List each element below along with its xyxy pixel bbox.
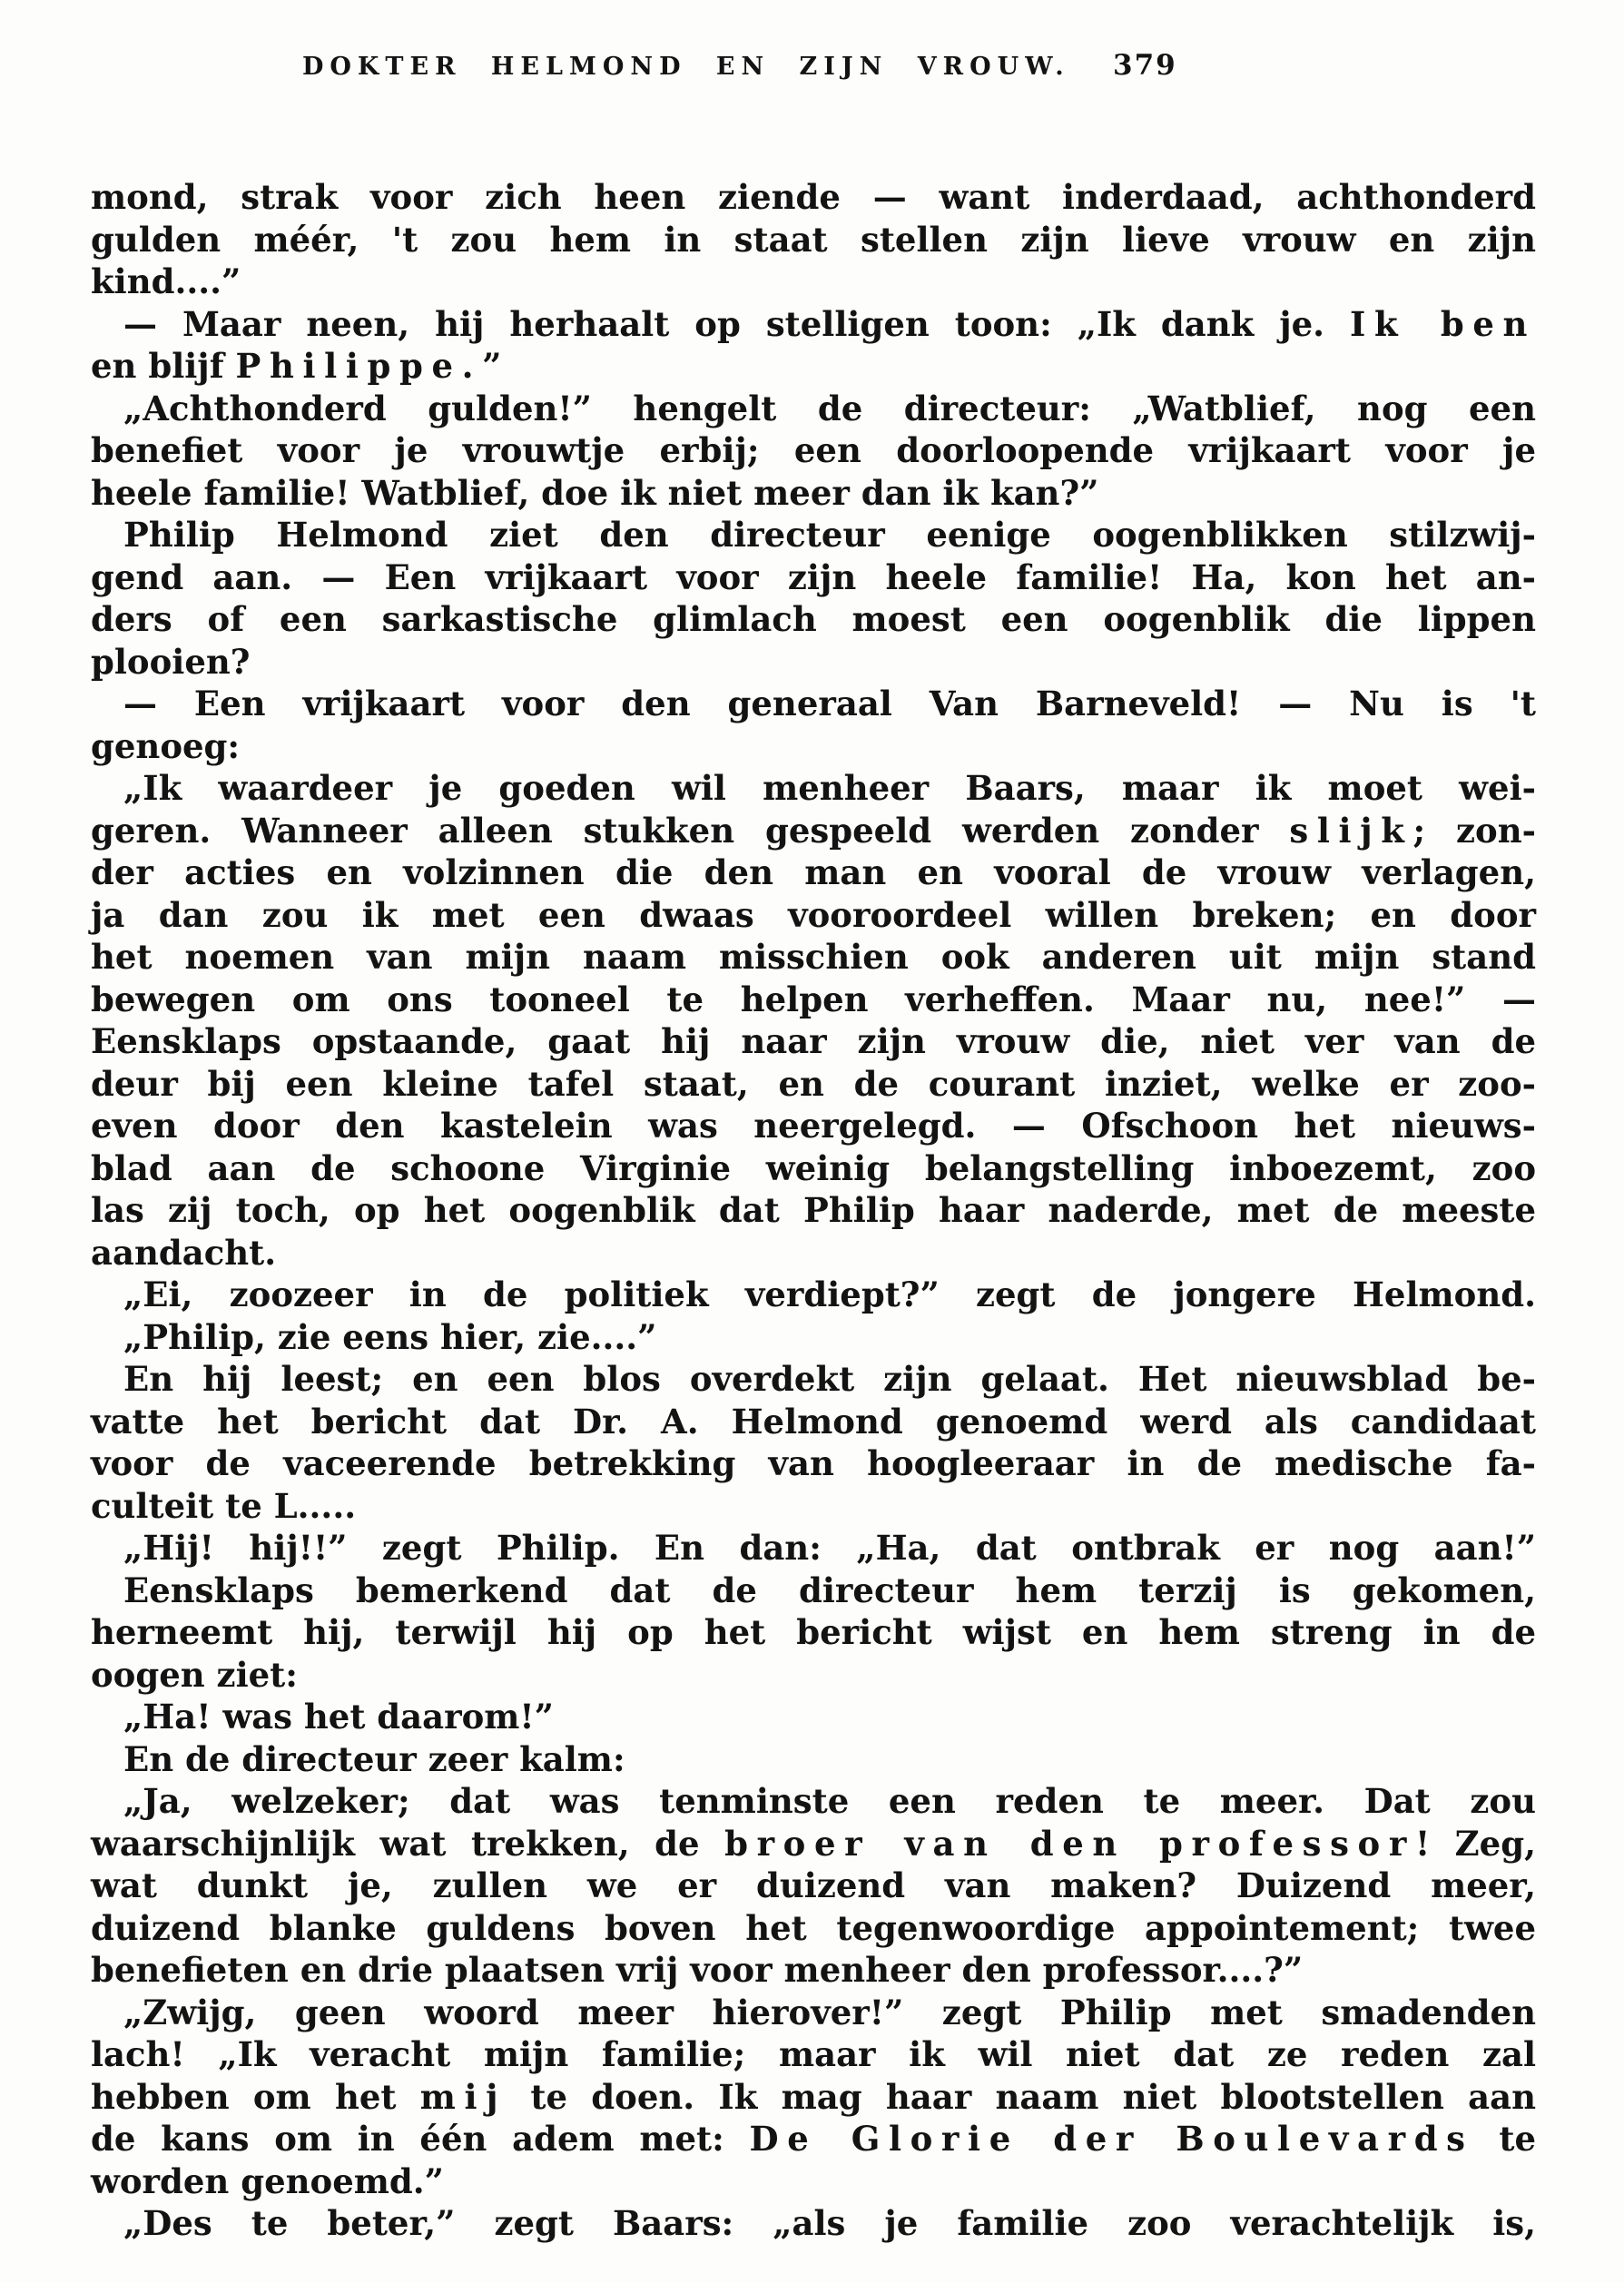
text-line: culteit te L..... — [91, 1485, 357, 1526]
text-line: benefiet voor je vrouwtje erbij; een doorloopende vrijkaart voor je — [91, 430, 1536, 470]
text-line: „Ha! was het daarom!” — [123, 1697, 554, 1737]
running-title: DOKTER HELMOND EN ZIJN VROUW. — [302, 53, 1070, 81]
text-line: de kans om in één adem met: De Glorie der Boulevards te — [91, 2119, 1536, 2159]
text-line: deur bij een kleine tafel staat, en de courant inziet, welke er zoo- — [91, 1063, 1536, 1104]
letterspaced-text: Philippe. — [235, 346, 483, 386]
letterspaced-text: Ik ben — [1350, 303, 1536, 344]
letterspaced-text: mij — [419, 2076, 507, 2117]
text-line: blad aan de schoone Virginie weinig belangstelling inboezemt, zoo — [91, 1147, 1536, 1188]
running-header — [0, 49, 1624, 85]
text-line: ders of een sarkastische glimlach moest een oogenblik die lippen — [91, 599, 1536, 639]
text-line: herneemt hij, terwijl hij op het bericht wijst en hem streng in de — [91, 1612, 1536, 1652]
page-number: 379 — [1113, 49, 1177, 82]
text-line: gend aan. — Een vrijkaart voor zijn heele familie! Ha, kon het an- — [91, 556, 1536, 597]
text-line: „Ik waardeer je goeden wil menheer Baars, maar ik moet wei- — [123, 768, 1536, 808]
text-line: oogen ziet: — [91, 1654, 298, 1695]
text-line: wat dunkt je, zullen we er duizend van maken? Duizend meer, — [91, 1865, 1536, 1905]
text-line: „Philip, zie eens hier, zie....” — [123, 1316, 657, 1357]
text-line: gulden méér, 't zou hem in staat stellen zijn lieve vrouw en zijn — [91, 219, 1536, 260]
text-line: las zij toch, op het oogenblik dat Philip haar naderde, met de meeste — [91, 1190, 1536, 1230]
text-line: „Achthonderd gulden!” hengelt de directeur: „Watblief, nog een — [123, 388, 1536, 428]
text-line: — Een vrijkaart voor den generaal Van Barneveld! — Nu is 't — [123, 684, 1536, 723]
text-line: kind....” — [91, 261, 241, 301]
text-line: „Des te beter,” zegt Baars: „als je familie zoo verachtelijk is, — [123, 2203, 1536, 2243]
text-line: waarschijnlijk wat trekken, de broer van den professor! Zeg, — [91, 1823, 1536, 1864]
text-line: Eensklaps bemerkend dat de directeur hem terzij is gekomen, — [123, 1570, 1536, 1610]
text-line: En de directeur zeer kalm: — [123, 1738, 625, 1779]
text-line: even door den kastelein was neergelegd. — Ofschoon het nieuws- — [91, 1106, 1536, 1146]
text-line: en blijf Philippe.” — [91, 346, 502, 386]
text-line: worden genoemd.” — [91, 2160, 444, 2201]
text-line: mond, strak voor zich heen ziende — want inderdaad, achthonderd — [91, 177, 1536, 217]
text-line: duizend blanke guldens boven het tegenwoordige appointement; twee — [91, 1907, 1536, 1948]
text-line: aandacht. — [91, 1232, 277, 1273]
body-text — [91, 176, 1536, 2245]
text-line: hebben om het mij te doen. Ik mag haar naam niet blootstellen aan — [91, 2076, 1537, 2117]
text-line: bewegen om ons tooneel te helpen verheffen. Maar nu, nee!” — — [91, 979, 1536, 1019]
text-line: „Hij! hij!!” zegt Philip. En dan: „Ha, dat ontbrak er nog aan!” — [123, 1528, 1536, 1568]
text-line: voor de vaceerende betrekking van hoogleeraar in de medische fa- — [91, 1443, 1536, 1483]
text-line: het noemen van mijn naam misschien ook anderen uit mijn stand — [91, 937, 1536, 977]
text-line: lach! „Ik veracht mijn familie; maar ik wil niet dat ze reden zal — [91, 2034, 1536, 2074]
text-line: heele familie! Watblief, doe ik niet meer dan ik kan?” — [91, 472, 1099, 513]
text-line: Eensklaps opstaande, gaat hij naar zijn vrouw die, niet ver van de — [91, 1021, 1536, 1061]
text-line: geren. Wanneer alleen stukken gespeeld werden zonder slijk; zon- — [91, 810, 1536, 851]
text-line: genoeg: — [91, 725, 241, 766]
text-line: der acties en volzinnen die den man en vooral de vrouw verlagen, — [91, 852, 1536, 892]
text-line: benefieten en drie plaatsen vrij voor menheer den professor....?” — [91, 1950, 1304, 1990]
letterspaced-text: slijk — [1289, 810, 1413, 851]
text-line: vatte het bericht dat Dr. A. Helmond genoemd werd als candidaat — [91, 1401, 1536, 1442]
text-line: — Maar neen, hij herhaalt op stelligen toon: „Ik dank je. Ik ben — [123, 303, 1536, 344]
letterspaced-text: broer van den professor — [724, 1823, 1415, 1864]
text-line: ja dan zou ik met een dwaas vooroordeel willen breken; en door — [91, 894, 1536, 935]
text-line: En hij leest; en een blos overdekt zijn gelaat. Het nieuwsblad be- — [123, 1359, 1536, 1399]
text-line: plooien? — [91, 641, 251, 682]
text-line: „Ja, welzeker; dat was tenminste een reden te meer. Dat zou — [123, 1781, 1536, 1821]
text-line: „Zwijg, geen woord meer hierover!” zegt Philip met smadenden — [123, 1992, 1536, 2032]
letterspaced-text: De Glorie der Boulevards — [749, 2119, 1474, 2159]
text-line: Philip Helmond ziet den directeur eenige oogenblikken stilzwij- — [123, 515, 1536, 555]
text-line: „Ei, zoozeer in de politiek verdiept?” zegt de jongere Helmond. — [123, 1274, 1536, 1314]
